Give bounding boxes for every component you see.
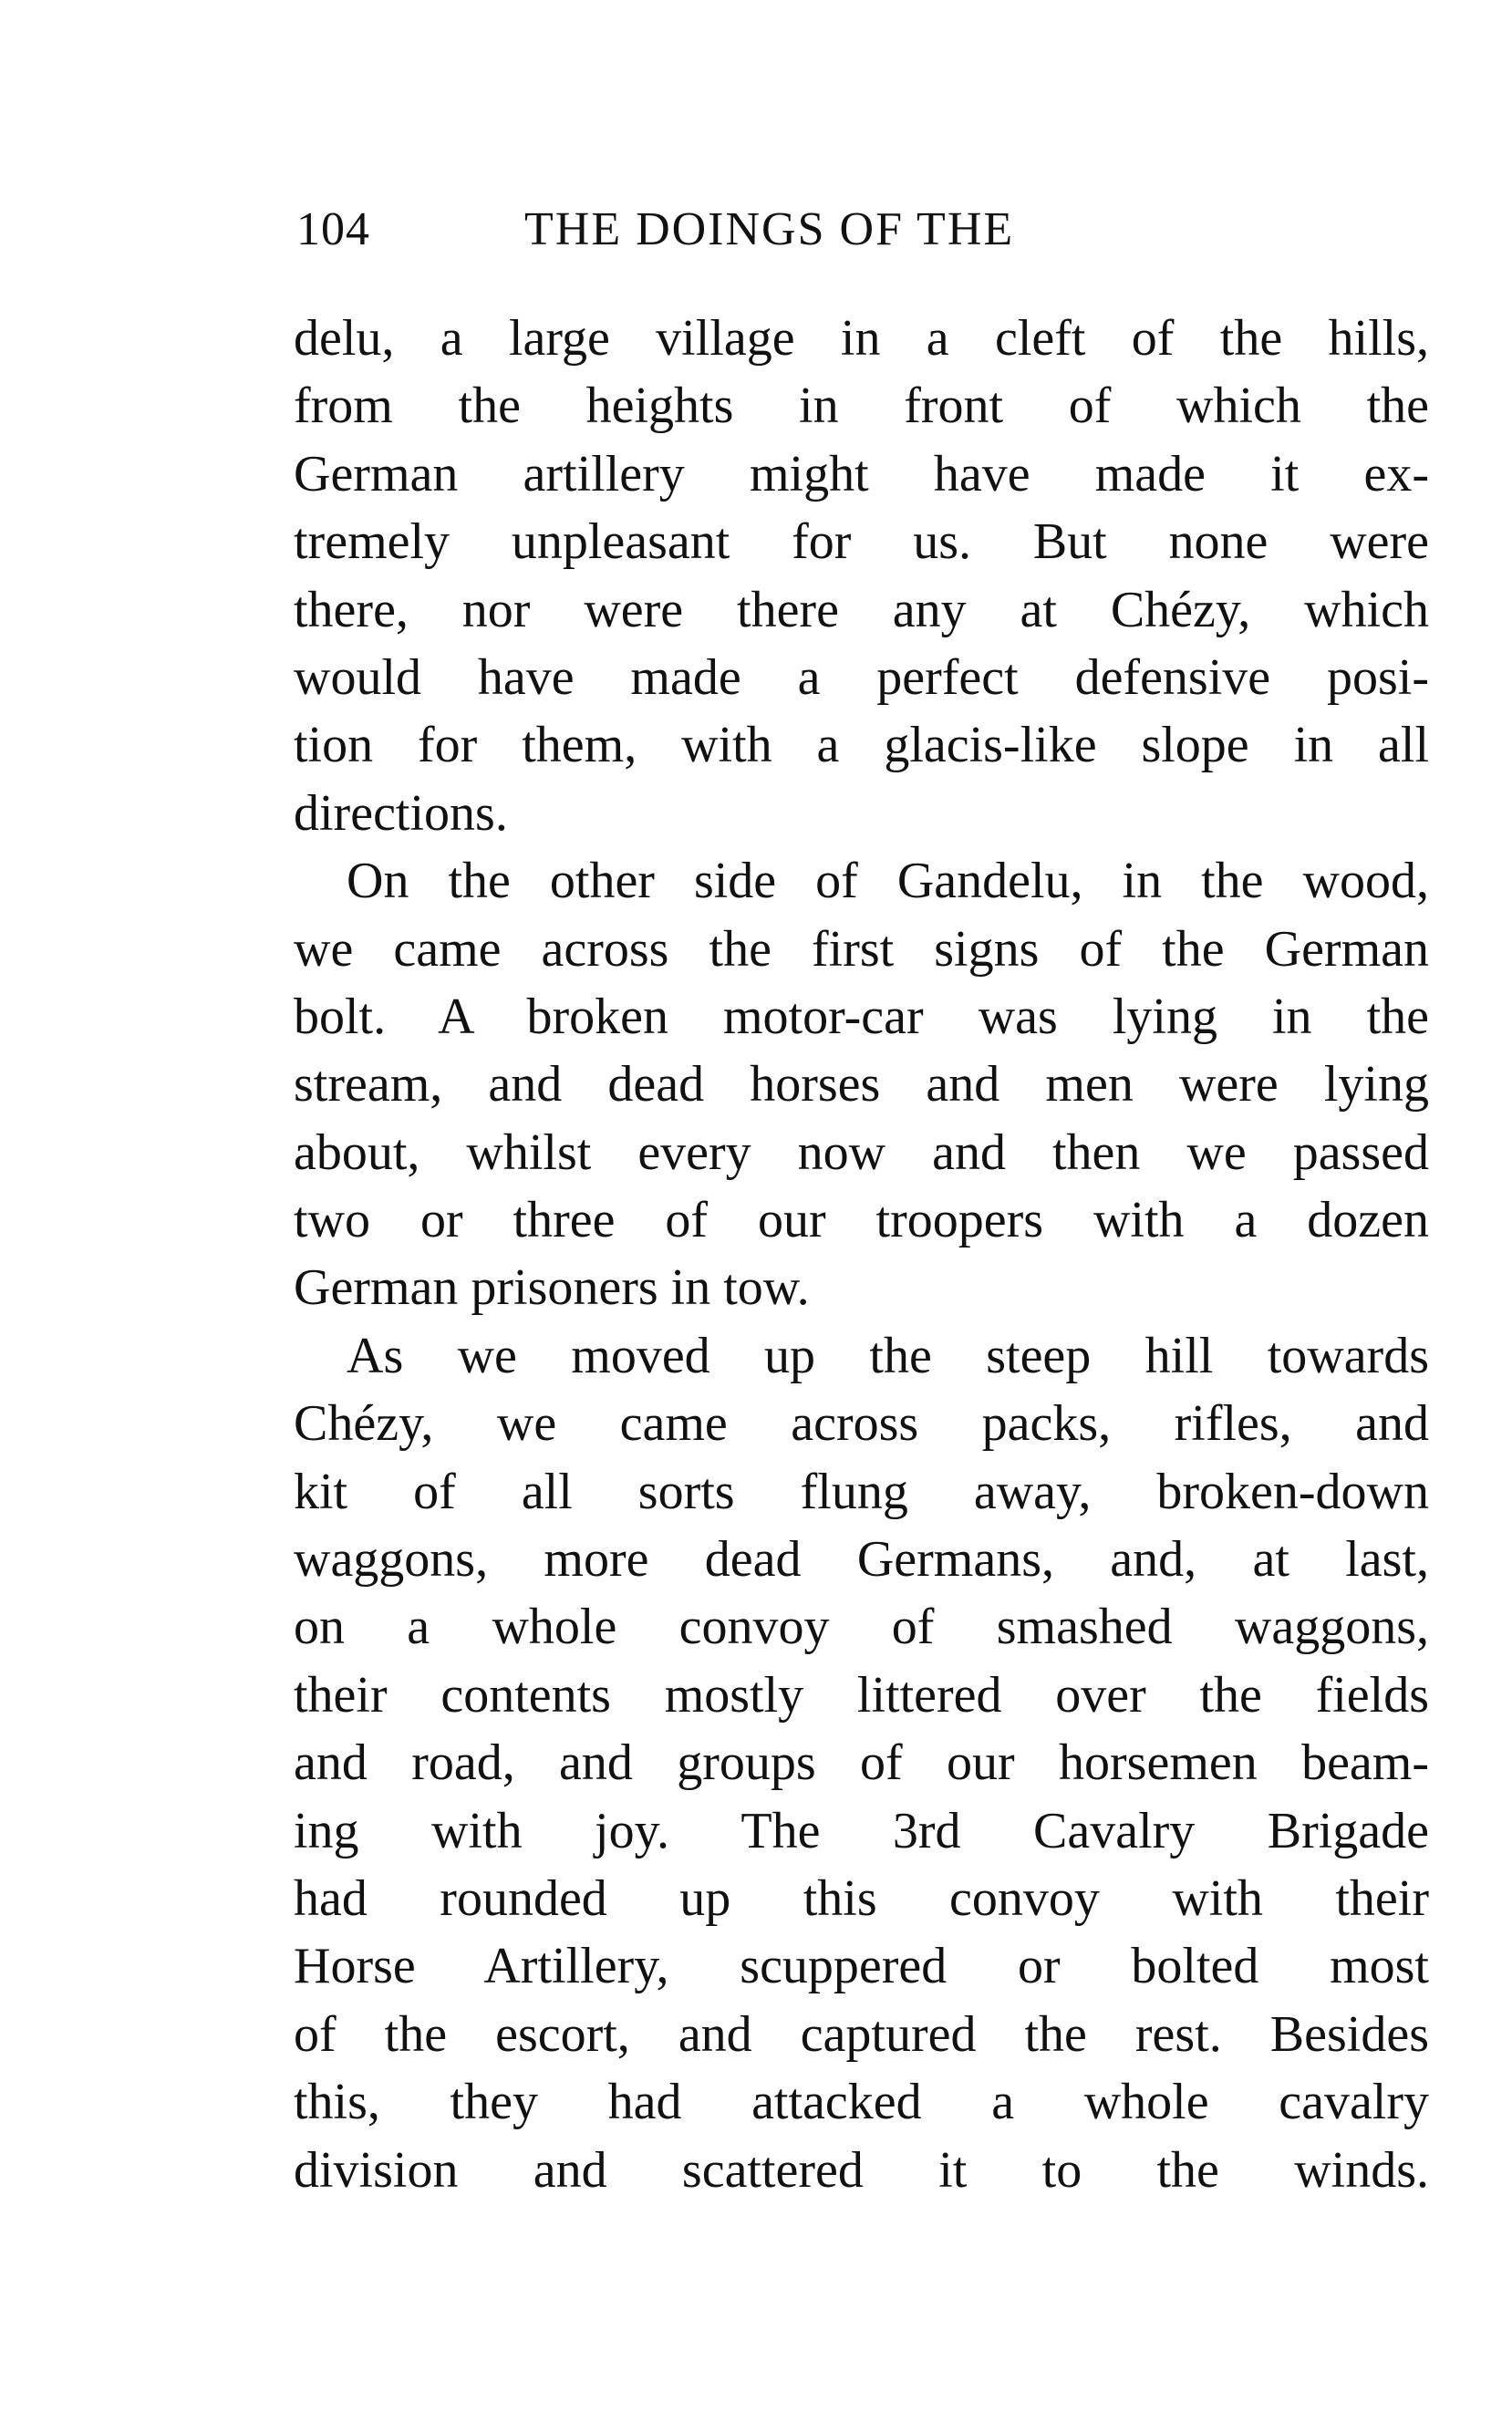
text-line: directions.: [294, 784, 508, 842]
text-line: delu, a large village in a cleft of the hills,: [294, 310, 1429, 367]
text-line: tion for them, with a glacis-like slope in all: [294, 717, 1429, 774]
text-line: their contents mostly littered over the fields: [294, 1666, 1429, 1724]
text-line: kit of all sorts flung away, broken-down: [294, 1463, 1429, 1520]
text-line: there, nor were there any at Chézy, which: [294, 581, 1429, 638]
text-line: waggons, more dead Germans, and, at last,: [294, 1531, 1429, 1589]
text-line: German artillery might have made it ex-: [294, 445, 1429, 502]
paragraph-1: [294, 305, 1429, 847]
text-line: As we moved up the steep hill towards: [347, 1327, 1429, 1384]
running-head: [296, 202, 1014, 257]
text-line: would have made a perfect defensive posi-: [294, 648, 1429, 706]
text-line: two or three of our troopers with a dozen: [294, 1192, 1429, 1249]
paragraph-3: [294, 1322, 1429, 2204]
text-line: and road, and groups of our horsemen beam-: [294, 1734, 1429, 1792]
text-line: this, they had attacked a whole cavalry: [294, 2074, 1429, 2131]
text-line: Chézy, we came across packs, rifles, and: [294, 1395, 1429, 1453]
running-title: THE DOINGS OF THE: [524, 203, 1015, 255]
text-line: we came across the first signs of the German: [294, 920, 1429, 978]
text-line: ing with joy. The 3rd Cavalry Brigade: [294, 1802, 1429, 1859]
page-number: 104: [296, 203, 370, 255]
text-line: On the other side of Gandelu, in the wood,: [347, 853, 1429, 910]
paragraph-2: [294, 847, 1429, 1322]
text-line: had rounded up this convoy with their: [294, 1869, 1429, 1927]
text-line: German prisoners in tow.: [294, 1259, 810, 1317]
body-text: [294, 305, 1429, 2204]
text-line: from the heights in front of which the: [294, 378, 1429, 435]
text-line: about, whilst every now and then we passed: [294, 1123, 1429, 1181]
text-line: tremely unpleasant for us. But none were: [294, 513, 1429, 571]
text-line: stream, and dead horses and men were lying: [294, 1056, 1429, 1113]
text-line: Horse Artillery, scuppered or bolted most: [294, 1938, 1429, 1995]
text-line: division and scattered it to the winds.: [294, 2141, 1429, 2199]
text-line: on a whole convoy of smashed waggons,: [294, 1599, 1429, 1656]
text-line: bolt. A broken motor-car was lying in the: [294, 988, 1429, 1045]
text-line: of the escort, and captured the rest. Besides: [294, 2005, 1429, 2063]
